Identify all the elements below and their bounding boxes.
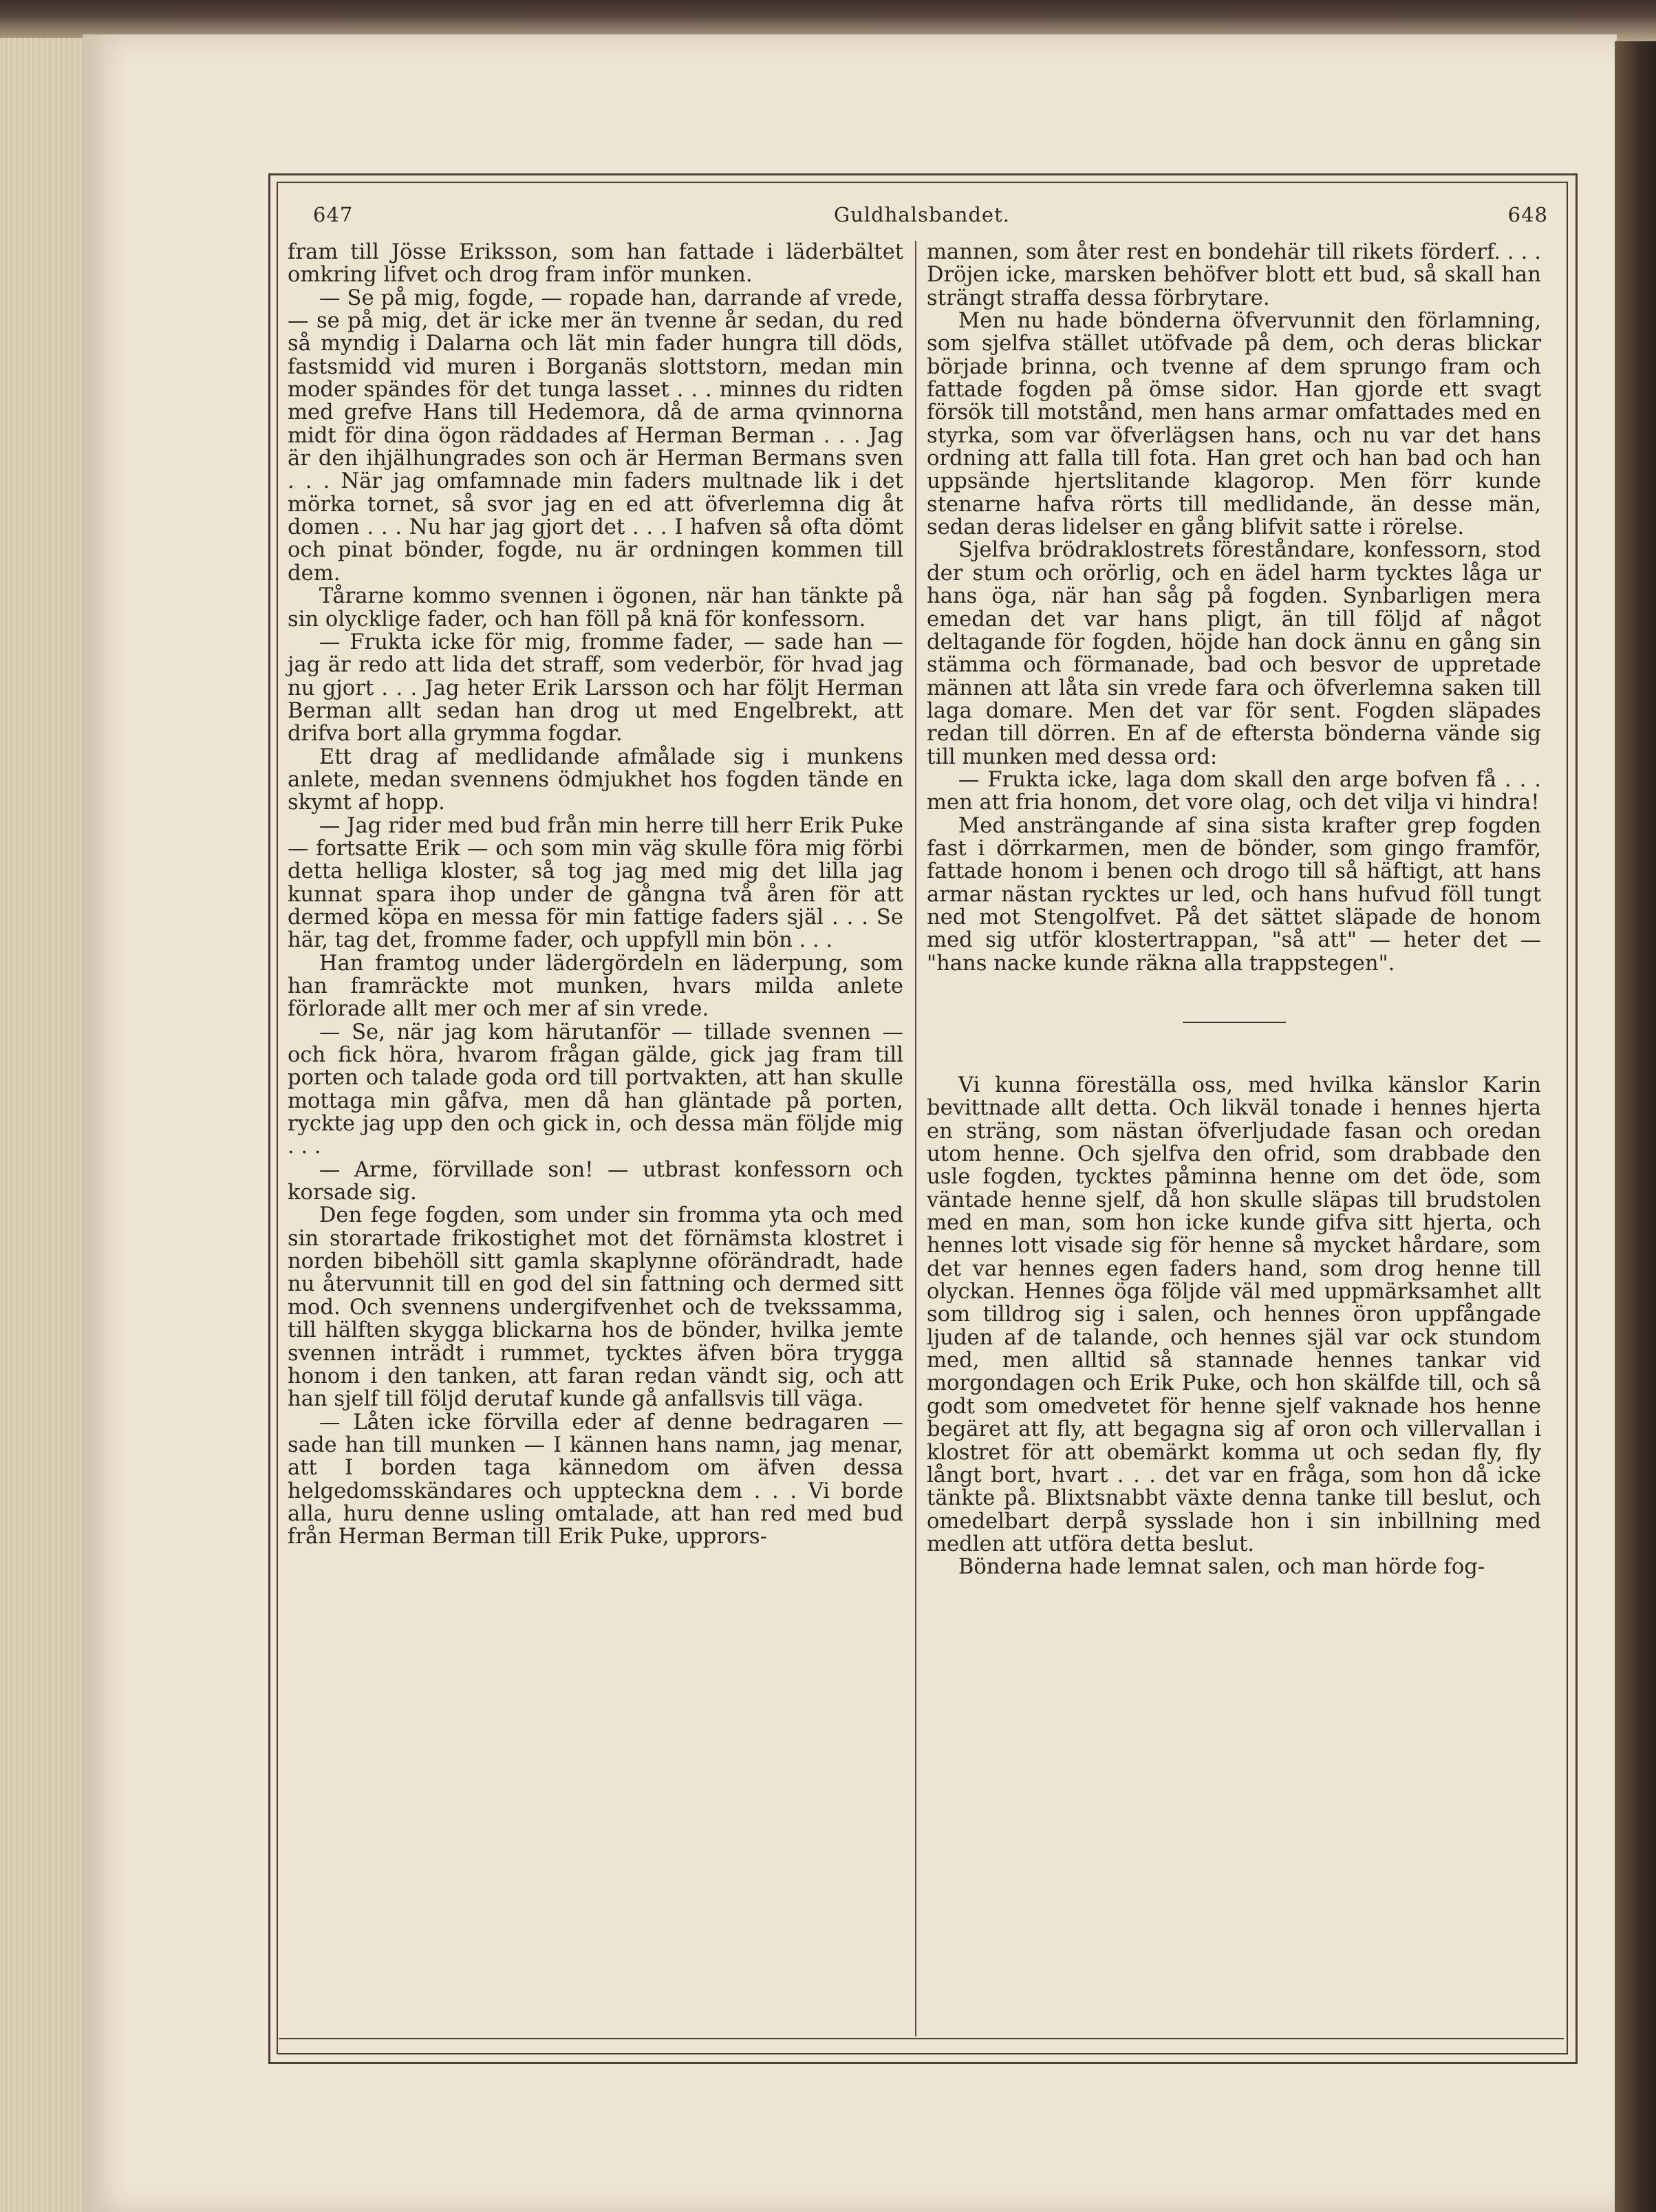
paragraph: — Jag rider med bud från min herre till herr Erik Puke — fortsatte Erik — och som min väg skulle föra mig förbi detta helliga kloster, så tog jag med mig det lilla jag kunnat spara ihop under de gångna två åren för att dermed köpa en messa för min fattige faders själ . . . Se här, tag det, fromme fader, och uppfyll min bön . . . [288, 813, 903, 953]
book-spine-shadow [1615, 41, 1656, 2212]
right-page-number: 648 [1507, 203, 1548, 226]
paragraph: Han framtog under lädergördeln en läderpung, som han framräckte mot munken, hvars milda anlete förlorade allt mer och mer af sin vrede. [288, 951, 903, 1022]
paragraph: Ett drag af medlidande afmålade sig i munkens anlete, medan svennens ödmjukhet hos fogden tände en skymt af hopp. [288, 744, 903, 815]
paragraph: Vi kunna föreställa oss, med hvilka känslor Karin bevittnade allt detta. Och likväl tonade i hennes hjerta en sträng, som nästan öfverljudade fasan och oredan utom henne. Och sjelfva den ofrid, som drabbade den usle fogden, tycktes påminna henne om det öde, som väntade henne sjelf, då hon skulle släpas till brudstolen med en man, som hon icke kunde gifva sitt hjerta, och hennes lott visade sig för henne så mycket hårdare, som det var hennes egen faders hand, som drog henne till olyckan. Hennes öga följde väl med uppmärksamhet allt som tilldrog sig i salen, och hennes öron uppfångade ljuden af de talande, och hennes själ var ock stundom med, men alltid så stannade hennes tankar vid morgondagen och Erik Puke, och hon skälfde till, och så godt som omedvetet för henne sjelf vaknade hos henne begäret att fly, att begagna sig af oron och villervallan i klostret för att obemärkt komma ut och sedan fly, fly långt bort, hvart . . . det var en fråga, som hon då icke tänkte på. Blixtsnabbt växte denna tanke till beslut, och omedelbart derpå sysslade hon i sin inbillning med medlen att utföra detta beslut. [927, 1073, 1541, 1556]
paragraph: — Arme, förvillade son! — utbrast konfessorn och korsade sig. [288, 1157, 903, 1205]
paragraph: — Frukta icke, laga dom skall den arge bofven få . . . men att fria honom, det vore olag, och det vilja vi hindra! [927, 767, 1541, 815]
paragraph: mannen, som åter rest en bondehär till rikets förderf. . . . Dröjen icke, marsken behöfver blott ett bud, så skall han strängt straffa dessa förbrytare. [927, 240, 1541, 310]
paragraph: Den fege fogden, som under sin fromma yta och med sin storartade frikostighet mot det förnämsta klostret i norden bibehöll sitt gamla skaplynne oförändradt, hade nu återvunnit till en god del sin fattning och dermed sitt mod. Och svennens undergifvenhet och de tvekssamma, till hälften skygga blickarna hos de bönder, hvilka jemte svennen inträdt i rummet, tycktes äfven böra trygga honom i den tanken, att faran redan vändt sig, och att han sjelf till följd derutaf kunde gå anfallsvis till väga. [288, 1203, 903, 1412]
paragraph: Tårarne kommo svennen i ögonen, när han tänkte på sin olycklige fader, och han föll på knä för konfessorn. [288, 584, 903, 632]
bottom-rule [279, 2038, 1564, 2039]
paragraph: — Se på mig, fogde, — ropade han, darrande af vrede, — se på mig, det är icke mer än tvenne år sedan, du red så myndig i Dalarna och lät min fader hungra till döds, fastsmidd vid muren i Borganäs slottstorn, medan min moder spändes för det tunga lasset . . . minnes du ridten med grefve Hans till Hedemora, då de arma qvinnorna midt för dina ögon räddades af Herman Berman . . . Jag är den ihjälhungrades son och är Herman Bermans sven . . . När jag omfamnade min faders multnade lik i det mörka tornet, så svor jag en ed att öfverlemna dig åt domen . . . Nu har jag gjort det . . . I hafven så ofta dömt och pinat bönder, fogde, nu är ordningen kommen till dem. [288, 286, 903, 586]
paragraph: Med ansträngande af sina sista krafter grep fogden fast i dörrkarmen, men de bönder, som gingo framför, fattade honom i benen och drogo till så häftigt, att hans armar nästan rycktes ur led, och hans hufvud föll tungt ned mot Stengolfvet. På det sättet släpade de honom med sig utför klostertrappan, "så att" — heter det — "hans nacke kunde räkna alla trappstegen". [927, 813, 1541, 976]
paragraph: — Se, när jag kom härutanför — tillade svennen — och fick höra, hvarom frågan gälde, gick jag fram till porten och talade goda ord till portvakten, att han skulle mottaga min gåfva, men då han gläntade på porten, ryckte jag upp den och gick in, och dessa män följde mig . . . [288, 1020, 903, 1159]
paragraph: Bönderna hade lemnat salen, och man hörde fog- [958, 1555, 1485, 1580]
running-title: Guldhalsbandet. [834, 203, 1010, 226]
paragraph: — Låten icke förvilla eder af denne bedragaren — sade han till munken — I kännen hans namn, jag menar, att I borden taga kännedom om äfven dessa helgedomsskändares och uppteckna dem . . . Vi borde alla, huru denne usling omtalade, att han red med bud från Herman Berman till Erik Puke, upprors- [288, 1410, 903, 1549]
column-divider [915, 241, 916, 2037]
right-column [927, 241, 1541, 1579]
paragraph: fram till Jösse Eriksson, som han fattade i läderbältet omkring lifvet och drog fram inför munken. [288, 240, 903, 288]
paragraph: — Frukta icke för mig, fromme fader, — sade han — jag är redo att lida det straff, som vederbör, för hvad jag nu gjort . . . Jag heter Erik Larsson och har följt Herman Berman allt sedan han drog ut med Engelbrekt, att drifva bort alla grymma fogdar. [288, 630, 903, 747]
section-separator-rule [1183, 1022, 1286, 1023]
paragraph: Sjelfva brödraklostrets föreståndare, konfessorn, stod der stum och orörlig, och en ädel harm tycktes låga ur hans öga, när han såg på fogden. Synbarligen mera emedan det var hans pligt, än till följd af något deltagande för fogden, höjde han dock ännu en gång sin stämma och förmanade, bad och besvor de uppretade männen att låta sin vrede fara och öfverlemna saken till laga domare. Men det var för sent. Fogden släpades redan till dörren. En af de eftersta bönderna vände sig till munken med dessa ord: [927, 538, 1541, 769]
running-header [296, 203, 1548, 237]
paragraph: Men nu hade bönderna öfvervunnit den förlamning, som sjelfva stället utöfvade på dem, och deras blickar började brinna, och tvenne af dem sprungo fram och fattade fogden på ömse sidor. Han gjorde ett svagt försök till motstånd, men hans armar omfattades med en styrka, som var öfverlägsen hans, och nu var det hans ordning att falla till fota. Han gret och han bad och han uppsände hjertslitande klagorop. Men förr kunde stenarne hafva rörts till medlidande, än desse män, sedan deras lidelser en gång blifvit satte i rörelse. [927, 309, 1541, 540]
left-page-number: 647 [313, 203, 354, 226]
left-column [288, 241, 903, 1549]
